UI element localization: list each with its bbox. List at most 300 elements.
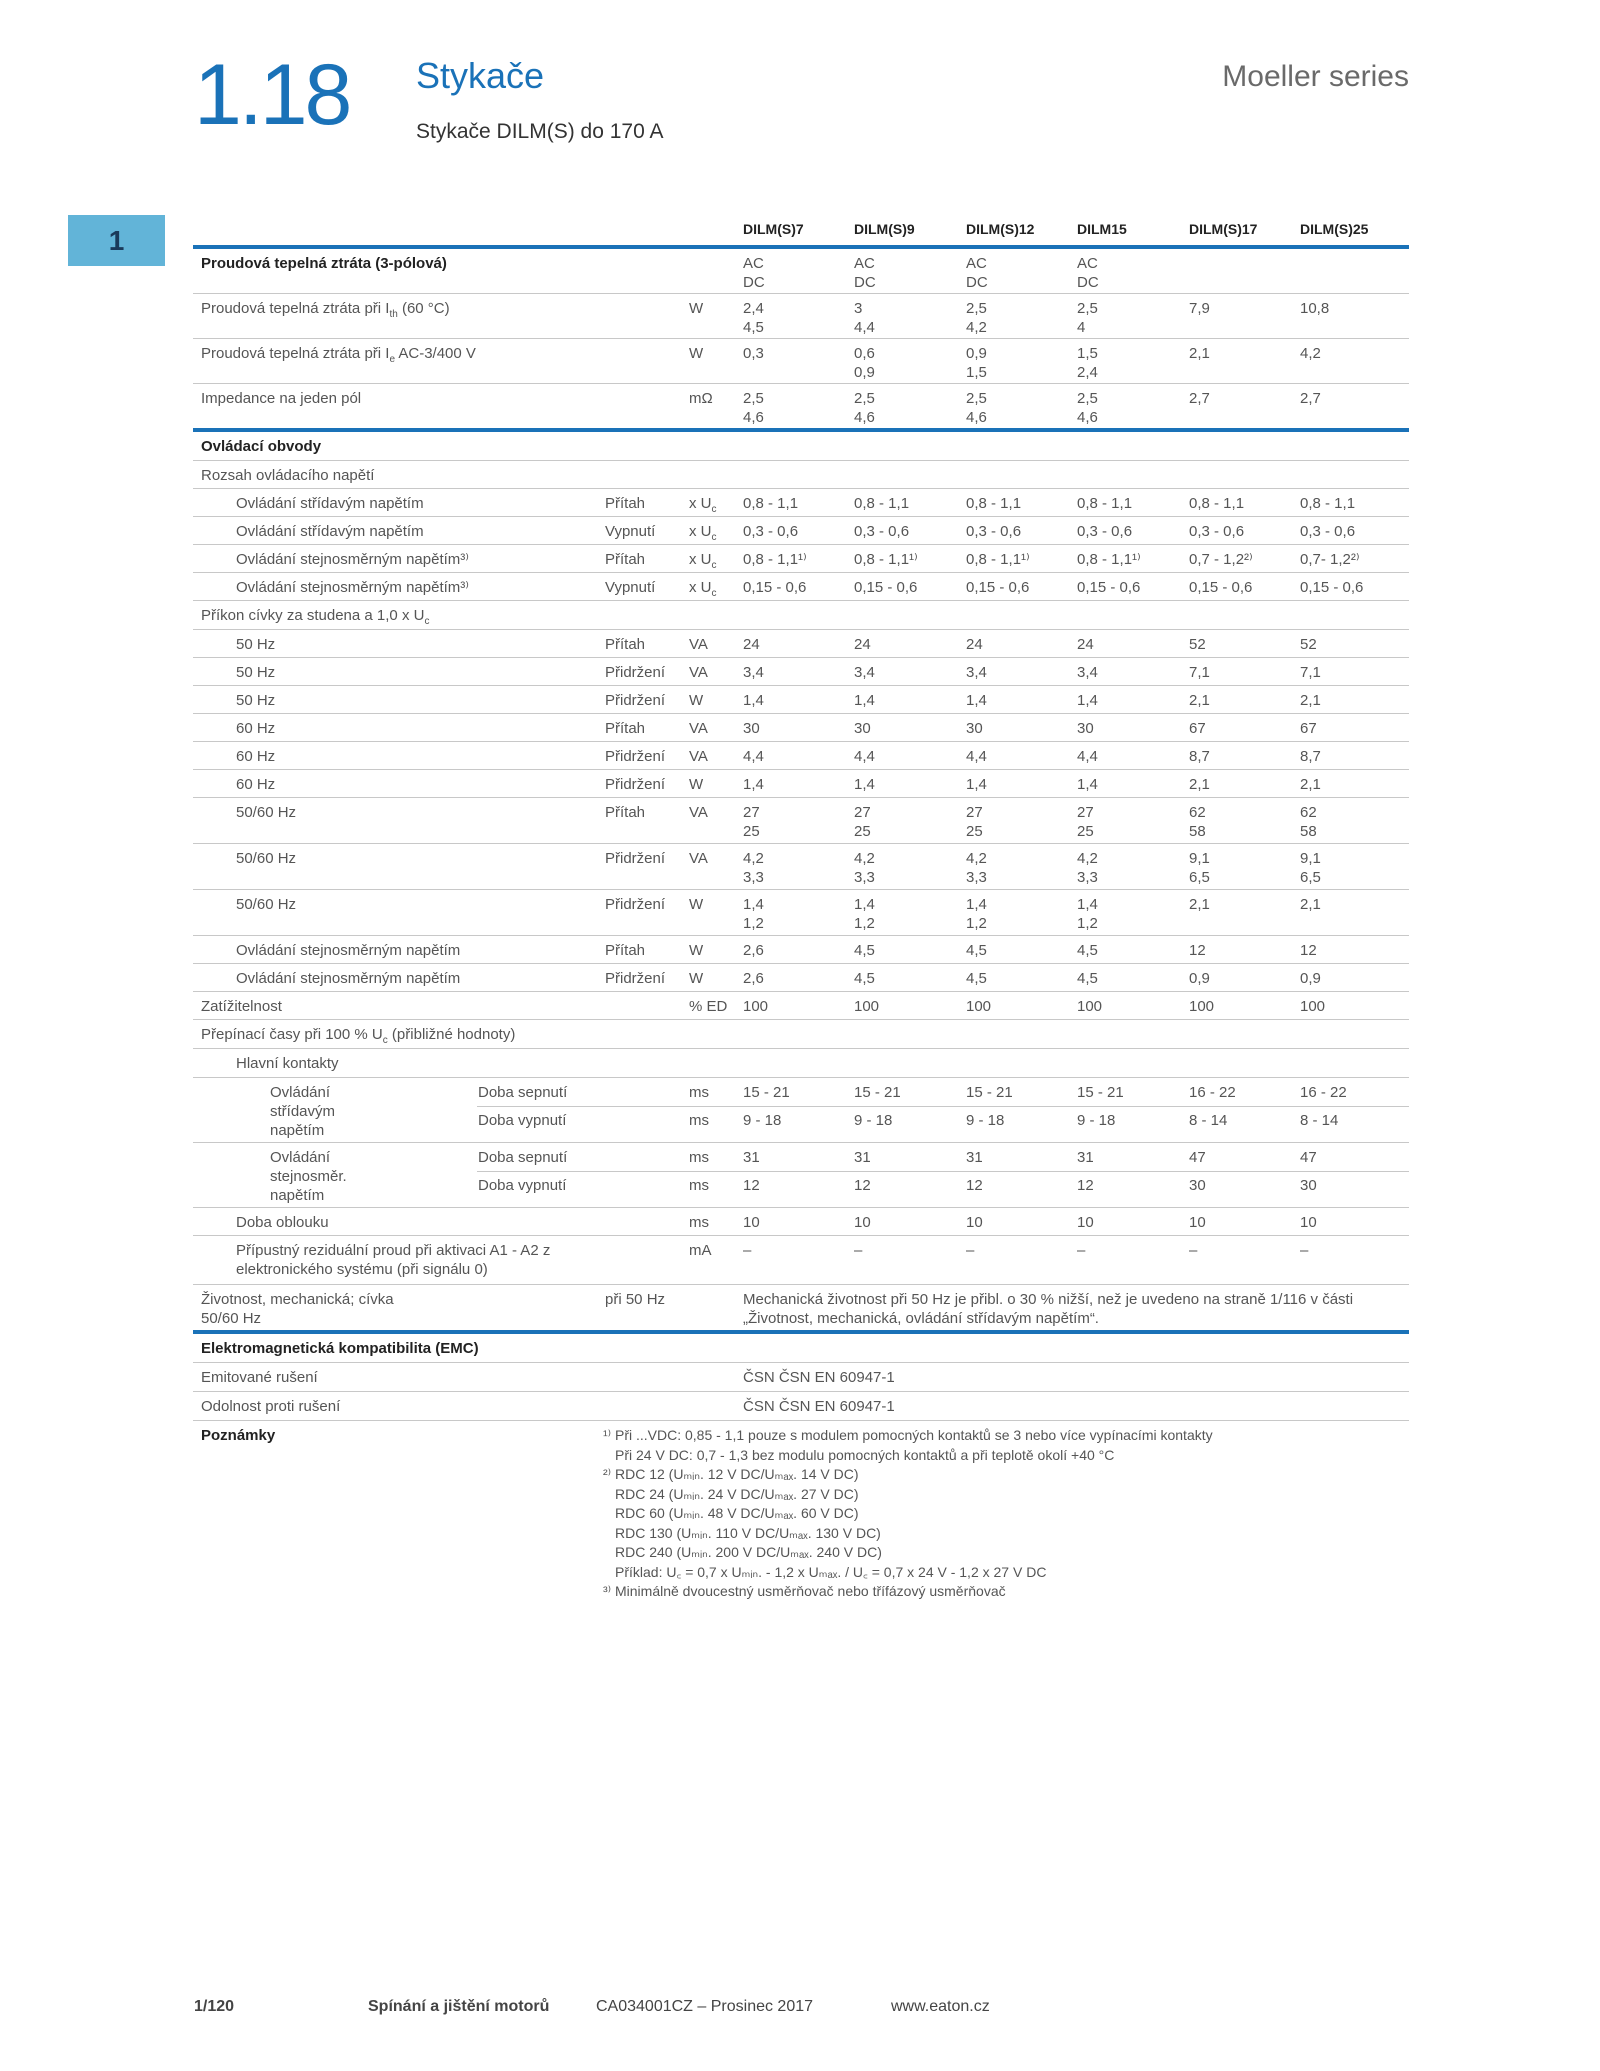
value-cell: 3,4 <box>743 664 764 681</box>
kind-cell: Přidržení <box>605 896 666 913</box>
value-cell: 31 <box>1077 1149 1094 1166</box>
value-cell: 0,8 - 1,1 <box>1077 495 1133 512</box>
value-cell: 12 <box>854 1177 871 1194</box>
value-cell: 27 25 <box>1077 804 1094 840</box>
value-cell: 0,15 - 0,6 <box>743 579 807 596</box>
kind-cell: Přítah <box>605 636 646 653</box>
table-row <box>193 686 1409 714</box>
value-cell: AC DC <box>1077 255 1099 291</box>
value-cell: 12 <box>1300 942 1317 959</box>
value-cell: 4,2 3,3 <box>854 850 875 886</box>
value-cell: 1,4 <box>1077 692 1098 709</box>
value-cell: 4,2 3,3 <box>743 850 764 886</box>
series-label: Moeller series <box>1222 60 1409 93</box>
value-cell: 4,4 <box>743 748 764 765</box>
value-cell: 100 <box>1189 998 1215 1015</box>
value-cell: 0,8 - 1,1¹⁾ <box>743 551 807 568</box>
label-text: Proudová tepelná ztráta při I <box>201 300 390 317</box>
unit-text: x U <box>689 495 712 512</box>
value-cell: 24 <box>854 636 871 653</box>
row-label: 50/60 Hz <box>236 850 297 867</box>
row-label: 50/60 Hz <box>236 896 297 913</box>
kind-cell: Přidržení <box>605 776 666 793</box>
value-cell: 0,15 - 0,6 <box>1077 579 1141 596</box>
value-cell: 0,3 - 0,6 <box>854 523 910 540</box>
label-subscript: th <box>389 309 398 320</box>
value-cell: 2,1 <box>1300 896 1321 913</box>
kind-cell: Přítah <box>605 720 646 737</box>
unit-text: x U <box>689 551 712 568</box>
note-cell: Mechanická životnost při 50 Hz je přibl. o 30 % nižší, než je uvedeno na straně 1/116 v části „Životnost, mechanická, ovládání střídavým napětím“. <box>743 1291 1354 1327</box>
value-cell: 0,15 - 0,6 <box>966 579 1030 596</box>
kind-cell: Vypnutí <box>605 579 656 596</box>
value-cell: 1,4 <box>854 776 875 793</box>
column-header: DILM(S)17 <box>1189 221 1258 237</box>
value-cell: 0,9 1,5 <box>966 345 987 381</box>
value-cell: 0,3 - 0,6 <box>1300 523 1356 540</box>
table-row <box>193 798 1409 844</box>
value-cell: ČSN ČSN EN 60947-1 <box>743 1369 895 1386</box>
footer-page: 1/120 <box>194 1998 235 2015</box>
value-cell: 62 58 <box>1300 804 1317 840</box>
kind-cell: Přidržení <box>605 664 666 681</box>
value-cell: 3,4 <box>854 664 875 681</box>
label-subscript: e <box>389 354 396 365</box>
table-row <box>193 1208 1409 1236</box>
value-cell: 1,4 <box>743 692 764 709</box>
value-cell: 30 <box>1077 720 1094 737</box>
value-cell: 4,5 <box>1077 970 1098 987</box>
value-cell: 0,8 - 1,1 <box>1300 495 1356 512</box>
value-cell: 30 <box>1300 1177 1317 1194</box>
table-row <box>193 489 1409 517</box>
value-cell: 0,8 - 1,1 <box>743 495 799 512</box>
value-cell: AC DC <box>966 255 988 291</box>
value-cell: 67 <box>1189 720 1206 737</box>
table-row <box>193 844 1409 890</box>
value-cell: 12 <box>1077 1177 1094 1194</box>
value-cell: 30 <box>854 720 871 737</box>
value-cell: 8 - 14 <box>1189 1112 1228 1129</box>
value-cell: 31 <box>854 1149 871 1166</box>
row-label: Ovládání stejnosměrným napětím³⁾ <box>236 551 469 568</box>
unit-cell <box>689 578 717 603</box>
unit-subscript: c <box>711 532 717 543</box>
value-cell: 1,4 <box>854 692 875 709</box>
row-label: Ovládání střídavým napětím <box>270 1084 336 1139</box>
residual-current-row <box>193 1236 1409 1285</box>
table-row <box>193 992 1409 1020</box>
unit-cell: W <box>689 692 704 709</box>
table-row <box>193 339 1409 384</box>
value-cell: 2,5 4,6 <box>743 390 764 426</box>
kind-cell: Přítah <box>605 942 646 959</box>
note-line: RDC 130 (Uₘᵢₙ. 110 V DC/Uₘₐₓ. 130 V DC) <box>615 1524 881 1541</box>
row-label: Životnost, mechanická; cívka 50/60 Hz <box>201 1291 394 1327</box>
value-cell: 52 <box>1300 636 1317 653</box>
value-cell: 52 <box>1189 636 1206 653</box>
value-cell: 0,6 0,9 <box>854 345 875 381</box>
value-cell: – <box>1077 1242 1086 1259</box>
row-label <box>201 389 361 414</box>
unit-subscript: c <box>711 504 717 515</box>
table-row <box>193 384 1409 432</box>
value-cell: 9 - 18 <box>1077 1112 1116 1129</box>
notes-title: Poznámky <box>201 1427 276 1444</box>
value-cell: 3,4 <box>966 664 987 681</box>
value-cell: 100 <box>743 998 769 1015</box>
table-header-row <box>193 215 1409 249</box>
table-row <box>193 770 1409 798</box>
value-cell: 0,8 - 1,1 <box>854 495 910 512</box>
value-cell: 62 58 <box>1189 804 1206 840</box>
value-cell: 1,5 2,4 <box>1077 345 1098 381</box>
section-title: Elektromagnetická kompatibilita (EMC) <box>201 1340 479 1357</box>
value-cell: 2,7 <box>1189 390 1210 407</box>
row-label: Ovládání stejnosměrným napětím³⁾ <box>236 579 469 596</box>
value-cell: 2,6 <box>743 970 764 987</box>
value-cell: 47 <box>1189 1149 1206 1166</box>
value-cell: 1,4 1,2 <box>743 896 764 932</box>
value-cell: 0,15 - 0,6 <box>1189 579 1253 596</box>
value-cell: 10 <box>743 1214 760 1231</box>
value-cell: 31 <box>743 1149 760 1166</box>
footer-url[interactable]: www.eaton.cz <box>891 1998 990 2015</box>
footer-doc: CA034001CZ – Prosinec 2017 <box>596 1998 814 2015</box>
main-contacts-row <box>193 1049 1409 1078</box>
table-row <box>193 294 1409 339</box>
row-label: Přípustný reziduální proud při aktivaci A1 - A2 z elektronického systému (při signálu 0) <box>236 1242 551 1278</box>
value-cell: 2,5 4,6 <box>854 390 875 426</box>
value-cell: 4,2 <box>1300 345 1321 362</box>
value-cell: 15 - 21 <box>966 1084 1013 1101</box>
value-cell: 0,3 <box>743 345 764 362</box>
value-cell: 2,5 4 <box>1077 300 1098 336</box>
value-cell: 12 <box>1189 942 1206 959</box>
table-row <box>193 936 1409 964</box>
column-header: DILM(S)25 <box>1300 221 1369 237</box>
value-cell: 9 - 18 <box>966 1112 1005 1129</box>
value-cell: 100 <box>1300 998 1326 1015</box>
kind-cell: Přítah <box>605 495 646 512</box>
section-number: 1.18 <box>194 47 350 143</box>
emc-section-title <box>193 1334 1409 1363</box>
value-cell: 1,4 <box>966 692 987 709</box>
note-line: ²⁾ RDC 12 (Uₘᵢₙ. 12 V DC/Uₘₐₓ. 14 V DC) <box>603 1466 859 1482</box>
unit-subscript: c <box>711 560 717 571</box>
value-cell: 4,5 <box>966 970 987 987</box>
column-header: DILM(S)12 <box>966 221 1035 237</box>
value-cell: 0,8 - 1,1¹⁾ <box>1077 551 1141 568</box>
table-row <box>193 1392 1409 1421</box>
row-label: Hlavní kontakty <box>236 1055 339 1072</box>
value-cell: 2,4 4,5 <box>743 300 764 336</box>
table-row <box>193 658 1409 686</box>
row-label: Odolnost proti rušení <box>201 1398 341 1415</box>
unit-cell: % ED <box>689 998 728 1015</box>
notes-row <box>193 1421 1409 1601</box>
value-cell: 0,3 - 0,6 <box>743 523 799 540</box>
value-cell: 15 - 21 <box>1077 1084 1124 1101</box>
row-label: 50 Hz <box>236 664 276 681</box>
kind-cell: Přidržení <box>605 850 666 867</box>
spec-table <box>193 215 1409 1601</box>
row-divider <box>477 1171 1409 1172</box>
control-section-title <box>193 432 1409 461</box>
value-cell: 2,5 4,2 <box>966 300 987 336</box>
row-label: Proudová tepelná ztráta (3-pólová) <box>201 255 447 272</box>
value-cell: 7,1 <box>1189 664 1210 681</box>
value-cell: 16 - 22 <box>1300 1084 1347 1101</box>
unit-text: x U <box>689 523 712 540</box>
unit-cell: W <box>689 345 704 362</box>
column-header: DILM(S)9 <box>854 221 915 237</box>
value-cell: 8,7 <box>1189 748 1210 765</box>
unit-cell: ms <box>689 1149 709 1166</box>
value-cell: 4,5 <box>854 942 875 959</box>
value-cell: 1,4 1,2 <box>1077 896 1098 932</box>
value-cell: 0,7 - 1,2²⁾ <box>1189 551 1253 568</box>
value-cell: AC DC <box>854 255 876 291</box>
value-cell: 10 <box>1077 1214 1094 1231</box>
value-cell: 27 25 <box>854 804 871 840</box>
kind-cell: Doba vypnutí <box>478 1112 567 1129</box>
kind-cell: Doba sepnutí <box>478 1149 568 1166</box>
row-label: 60 Hz <box>236 776 276 793</box>
value-cell: 4,4 <box>1077 748 1098 765</box>
unit-cell: ms <box>689 1214 709 1231</box>
value-cell: – <box>966 1242 975 1259</box>
value-cell: 27 25 <box>966 804 983 840</box>
value-cell: 2,7 <box>1300 390 1321 407</box>
table-row <box>193 545 1409 573</box>
row-label: Ovládání střídavým napětím <box>236 523 424 540</box>
row-label: 60 Hz <box>236 748 276 765</box>
value-cell: 1,4 1,2 <box>854 896 875 932</box>
ac-switching-group <box>193 1078 1409 1143</box>
label-text: Proudová tepelná ztráta při I <box>201 345 390 362</box>
value-cell: 2,5 4,6 <box>1077 390 1098 426</box>
value-cell: 2,6 <box>743 942 764 959</box>
value-cell: 100 <box>854 998 880 1015</box>
value-cell: 10 <box>1300 1214 1317 1231</box>
unit-cell: ms <box>689 1084 709 1101</box>
unit-cell: W <box>689 776 704 793</box>
value-cell: 0,3 - 0,6 <box>966 523 1022 540</box>
kind-cell: Přidržení <box>605 970 666 987</box>
value-cell: 4,4 <box>966 748 987 765</box>
unit-cell: VA <box>689 748 708 765</box>
value-cell: 0,9 <box>1300 970 1321 987</box>
notes-text <box>603 1426 1403 1602</box>
value-cell: 3,4 <box>1077 664 1098 681</box>
value-cell: – <box>1189 1242 1198 1259</box>
unit-cell: ms <box>689 1112 709 1129</box>
unit-cell: VA <box>689 720 708 737</box>
value-cell: 0,15 - 0,6 <box>1300 579 1364 596</box>
unit-subscript: c <box>711 588 717 599</box>
unit-cell: mA <box>689 1242 712 1259</box>
value-cell: 0,8 - 1,1 <box>966 495 1022 512</box>
value-cell: 27 25 <box>743 804 760 840</box>
value-cell: 9,1 6,5 <box>1189 850 1210 886</box>
value-cell: 0,8 - 1,1¹⁾ <box>854 551 918 568</box>
row-label: Rozsah ovládacího napětí <box>201 467 375 484</box>
label-suffix: AC-3/400 V <box>395 345 476 362</box>
kind-cell: Vypnutí <box>605 523 656 540</box>
value-cell: 10 <box>966 1214 983 1231</box>
unit-text: x U <box>689 579 712 596</box>
page-title: Stykače <box>416 55 545 96</box>
value-cell: 30 <box>743 720 760 737</box>
value-cell: 9,1 6,5 <box>1300 850 1321 886</box>
row-label: Ovládání stejnosměrným napětím <box>236 942 461 959</box>
unit-cell: W <box>689 942 704 959</box>
value-cell: 24 <box>966 636 983 653</box>
value-cell: 4,2 3,3 <box>966 850 987 886</box>
unit-cell: VA <box>689 804 708 821</box>
value-cell: 0,9 <box>1189 970 1210 987</box>
row-label: Příkon cívky za studena a 1,0 x $U_c$ <box>201 607 430 627</box>
unit-cell: ms <box>689 1177 709 1194</box>
section-title: Ovládací obvody <box>201 438 322 455</box>
value-cell: 24 <box>1077 636 1094 653</box>
table-row <box>193 890 1409 936</box>
value-cell: AC DC <box>743 255 765 291</box>
value-cell: 16 - 22 <box>1189 1084 1236 1101</box>
voltage-range-row <box>193 461 1409 489</box>
value-cell: 2,1 <box>1300 692 1321 709</box>
value-cell: 10 <box>854 1214 871 1231</box>
page-subtitle: Stykače DILM(S) do 170 A <box>416 120 664 143</box>
value-cell: 3 4,4 <box>854 300 875 336</box>
value-cell: 100 <box>966 998 992 1015</box>
value-cell: 9 - 18 <box>854 1112 893 1129</box>
row-label: 50 Hz <box>236 692 276 709</box>
row-label: Doba oblouku <box>236 1214 329 1231</box>
row-divider <box>477 1106 1409 1107</box>
unit-cell <box>689 550 717 575</box>
value-cell: 8,7 <box>1300 748 1321 765</box>
value-cell: – <box>1300 1242 1309 1259</box>
value-cell: 0,15 - 0,6 <box>854 579 918 596</box>
kind-cell: Přidržení <box>605 748 666 765</box>
value-cell: 31 <box>966 1149 983 1166</box>
value-cell: 0,3 - 0,6 <box>1077 523 1133 540</box>
column-header: DILM(S)7 <box>743 221 804 237</box>
note-line: ³⁾ Minimálně dvoucestný usměrňovač nebo třífázový usměrňovač <box>603 1583 1006 1599</box>
unit-cell <box>689 494 717 519</box>
unit-cell: W <box>689 300 704 317</box>
footer-section: Spínání a jištění motorů <box>368 1998 550 2015</box>
value-cell: 2,1 <box>1189 896 1210 913</box>
note-line: ¹⁾ Při ...VDC: 0,85 - 1,1 pouze s modulem pomocných kontaktů se 3 nebo více vypínacími kontakty <box>603 1427 1213 1443</box>
kind-cell: Přidržení <box>605 692 666 709</box>
value-cell: 15 - 21 <box>743 1084 790 1101</box>
dc-switching-group <box>193 1143 1409 1208</box>
unit-cell: mΩ <box>689 390 713 407</box>
value-cell: 2,1 <box>1189 776 1210 793</box>
note-line: Při 24 V DC: 0,7 - 1,3 bez modulu pomocných kontaktů a při teplotě okolí +40 °C <box>615 1446 1115 1463</box>
row-label: Ovládání stejnosměr. napětím <box>270 1149 347 1204</box>
unit-cell <box>689 522 717 547</box>
row-label: Emitované rušení <box>201 1369 318 1386</box>
note-line: RDC 240 (Uₘᵢₙ. 200 V DC/Uₘₐₓ. 240 V DC) <box>615 1544 882 1560</box>
table-row <box>193 573 1409 601</box>
row-label: Zatížitelnost <box>201 998 282 1015</box>
heat-loss-header-row <box>193 249 1409 294</box>
coil-power-row <box>193 601 1409 630</box>
value-cell: 1,4 <box>1077 776 1098 793</box>
value-cell: 1,4 <box>743 776 764 793</box>
unit-cell: VA <box>689 664 708 681</box>
table-row <box>193 964 1409 992</box>
row-label: Přepínací časy při 100 % $U_c$ (přibližné hodnoty) <box>201 1026 516 1046</box>
value-cell: 47 <box>1300 1149 1317 1166</box>
value-cell: 15 - 21 <box>854 1084 901 1101</box>
value-cell: 1,4 <box>966 776 987 793</box>
value-cell: 0,8 - 1,1 <box>1189 495 1245 512</box>
value-cell: ČSN ČSN EN 60947-1 <box>743 1398 895 1415</box>
value-cell: 67 <box>1300 720 1317 737</box>
unit-cell: VA <box>689 850 708 867</box>
value-cell: 30 <box>1189 1177 1206 1194</box>
value-cell: 2,1 <box>1300 776 1321 793</box>
value-cell: 0,7- 1,2²⁾ <box>1300 551 1360 568</box>
row-label <box>201 299 450 324</box>
value-cell: 1,4 1,2 <box>966 896 987 932</box>
column-header: DILM15 <box>1077 221 1127 237</box>
value-cell: – <box>854 1242 863 1259</box>
value-cell: 2,1 <box>1189 345 1210 362</box>
value-cell: 0,3 - 0,6 <box>1189 523 1245 540</box>
note-line: RDC 24 (Uₘᵢₙ. 24 V DC/Uₘₐₓ. 27 V DC) <box>615 1485 859 1502</box>
note-line: RDC 60 (Uₘᵢₙ. 48 V DC/Uₘₐₓ. 60 V DC) <box>615 1505 859 1521</box>
value-cell: 12 <box>966 1177 983 1194</box>
value-cell: 0,8 - 1,1¹⁾ <box>966 551 1030 568</box>
value-cell: 12 <box>743 1177 760 1194</box>
switching-times-row <box>193 1020 1409 1049</box>
kind-cell: Doba vypnutí <box>478 1177 567 1194</box>
value-cell: 7,9 <box>1189 300 1210 317</box>
kind-cell: Doba sepnutí <box>478 1084 568 1101</box>
row-label: Ovládání střídavým napětím <box>236 495 424 512</box>
label-text: Impedance na jeden pól <box>201 390 362 407</box>
row-label <box>201 344 476 369</box>
value-cell: 10,8 <box>1300 300 1330 317</box>
label-suffix: (60 °C) <box>397 300 450 317</box>
row-label: 60 Hz <box>236 720 276 737</box>
value-cell: 7,1 <box>1300 664 1321 681</box>
table-row <box>193 517 1409 545</box>
unit-cell: W <box>689 896 704 913</box>
value-cell: 2,5 4,6 <box>966 390 987 426</box>
value-cell: 10 <box>1189 1214 1206 1231</box>
chapter-tab[interactable]: 1 <box>68 215 165 266</box>
kind-cell: Přítah <box>605 804 646 821</box>
value-cell: 4,5 <box>1077 942 1098 959</box>
value-cell: 2,1 <box>1189 692 1210 709</box>
value-cell: 4,5 <box>854 970 875 987</box>
lifespan-row <box>193 1285 1409 1334</box>
unit-cell: W <box>689 970 704 987</box>
value-cell: 4,4 <box>854 748 875 765</box>
value-cell: 9 - 18 <box>743 1112 782 1129</box>
value-cell: – <box>743 1242 752 1259</box>
value-cell: 100 <box>1077 998 1103 1015</box>
table-row <box>193 714 1409 742</box>
value-cell: 24 <box>743 636 760 653</box>
